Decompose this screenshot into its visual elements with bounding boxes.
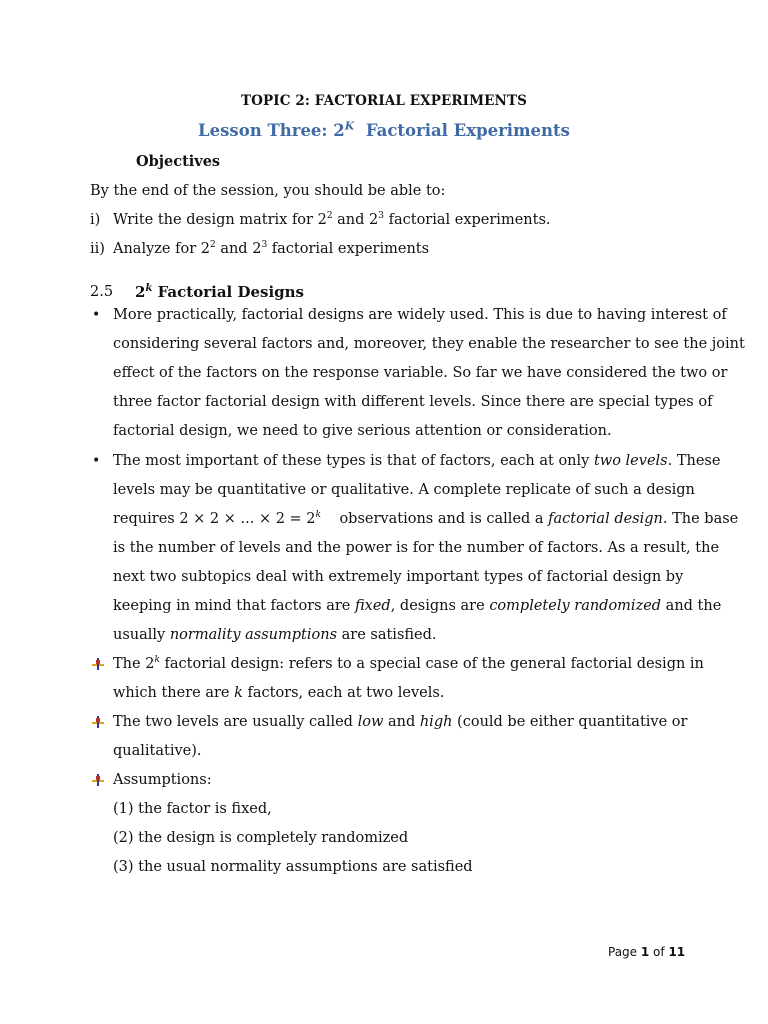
objective-exponent: 2 <box>326 211 333 222</box>
paragraph-line <box>113 598 721 614</box>
text-run: factors, each at two levels. <box>242 685 445 701</box>
text-run: , designs are <box>390 598 490 614</box>
italic-term: high <box>419 714 453 730</box>
lesson-title-prefix: Lesson Three: 2 <box>198 121 345 140</box>
formula-exponent: k <box>315 510 322 521</box>
section-title-exponent: k <box>145 283 153 294</box>
topic-heading: TOPIC 2: FACTORIAL EXPERIMENTS <box>241 93 527 109</box>
objectives-heading: Objectives <box>136 153 221 170</box>
paragraph-line: qualitative). <box>113 743 202 759</box>
text-run: (could be either quantitative or <box>452 714 688 730</box>
page-of-label: of <box>649 945 669 959</box>
section-title <box>135 283 304 301</box>
paragraph-line: effect of the factors on the response variable. So far we have considered the two or <box>113 365 728 381</box>
italic-term: k <box>234 685 243 701</box>
text-run: which there are <box>113 685 235 701</box>
bullet-marker-icon <box>92 774 104 786</box>
objective-text-part: and 2 <box>215 241 262 257</box>
text-run: The 2 <box>113 656 155 672</box>
formula-text: requires 2 × 2 × ... × 2 = 2 <box>113 511 316 527</box>
paragraph-line <box>113 656 704 672</box>
paragraph-line: is the number of levels and the power is for the number of factors. As a result, the <box>113 540 720 556</box>
paragraph-line: three factor factorial design with different levels. Since there are special types of <box>113 394 713 410</box>
italic-term: two levels <box>593 453 668 469</box>
objective-text <box>113 212 551 228</box>
lesson-title <box>0 121 768 140</box>
section-title-base: 2 <box>135 283 146 301</box>
objective-exponent: 3 <box>378 211 384 222</box>
section-title-text: Factorial Designs <box>152 283 304 301</box>
objective-exponent: 2 <box>209 240 216 251</box>
text-run: The two levels are usually called <box>113 714 358 730</box>
paragraph-line <box>113 685 444 701</box>
objective-text-part: factorial experiments <box>267 241 430 257</box>
lesson-title-exponent: K <box>344 119 355 133</box>
objective-label: i) <box>90 212 101 228</box>
intro-text: By the end of the session, you should be able to: <box>90 183 446 199</box>
assumption-item: (1) the factor is fixed, <box>113 801 272 817</box>
objective-text <box>113 241 429 257</box>
paragraph-line: levels may be quantitative or qualitative. A complete replicate of such a design <box>113 482 695 498</box>
paragraph-line: More practically, factorial designs are widely used. This is due to having interest of <box>113 307 727 323</box>
text-run: . The base <box>662 511 739 527</box>
objective-text-part: factorial experiments. <box>384 212 551 228</box>
objective-text-part: and 2 <box>332 212 379 228</box>
text-run: keeping in mind that factors are <box>113 598 355 614</box>
text-run: factorial design: refers to a special case of the general factorial design in <box>159 656 704 672</box>
bullet-marker-icon <box>92 716 104 728</box>
assumption-item: (2) the design is completely randomized <box>113 830 409 846</box>
paragraph-line: considering several factors and, moreover, they enable the researcher to see the joint <box>113 336 745 352</box>
bullet-dot: • <box>92 307 101 323</box>
text-run: usually <box>113 627 170 643</box>
paragraph-line: next two subtopics deal with extremely important types of factorial design by <box>113 569 684 585</box>
italic-term: fixed <box>354 598 391 614</box>
objective-text-part: Analyze for 2 <box>113 241 210 257</box>
objective-label: ii) <box>90 241 105 257</box>
objective-text-part: Write the design matrix for 2 <box>113 212 327 228</box>
bullet-marker-icon <box>92 658 104 670</box>
italic-term: completely randomized <box>489 598 662 614</box>
text-run: are satisfied. <box>337 627 437 643</box>
italic-term: low <box>357 714 384 730</box>
text-run: and the <box>661 598 722 614</box>
text-run: The most important of these types is that of factors, each at only <box>113 453 594 469</box>
text-run: . These <box>667 453 721 469</box>
paragraph-line <box>113 453 720 469</box>
paragraph-line <box>113 714 687 730</box>
assumption-item: (3) the usual normality assumptions are satisfied <box>113 859 473 875</box>
text-run: and <box>383 714 420 730</box>
current-page: 1 <box>640 945 650 959</box>
lesson-title-suffix: Factorial Experiments <box>365 121 570 140</box>
formula-exponent: k <box>154 655 160 666</box>
paragraph-line <box>113 511 738 527</box>
paragraph-line: factorial design, we need to give serious attention or consideration. <box>113 423 612 439</box>
italic-term: normality assumptions <box>169 627 338 643</box>
text-run: observations and is called a <box>321 511 549 527</box>
page-number <box>608 945 685 959</box>
section-number: 2.5 <box>90 284 114 300</box>
italic-term: factorial design <box>548 511 663 527</box>
page-label: Page <box>608 945 641 959</box>
objective-exponent: 3 <box>261 240 268 251</box>
paragraph-line <box>113 627 437 643</box>
total-pages: 11 <box>668 945 686 959</box>
assumptions-heading: Assumptions: <box>113 772 212 788</box>
bullet-dot: • <box>92 453 101 469</box>
